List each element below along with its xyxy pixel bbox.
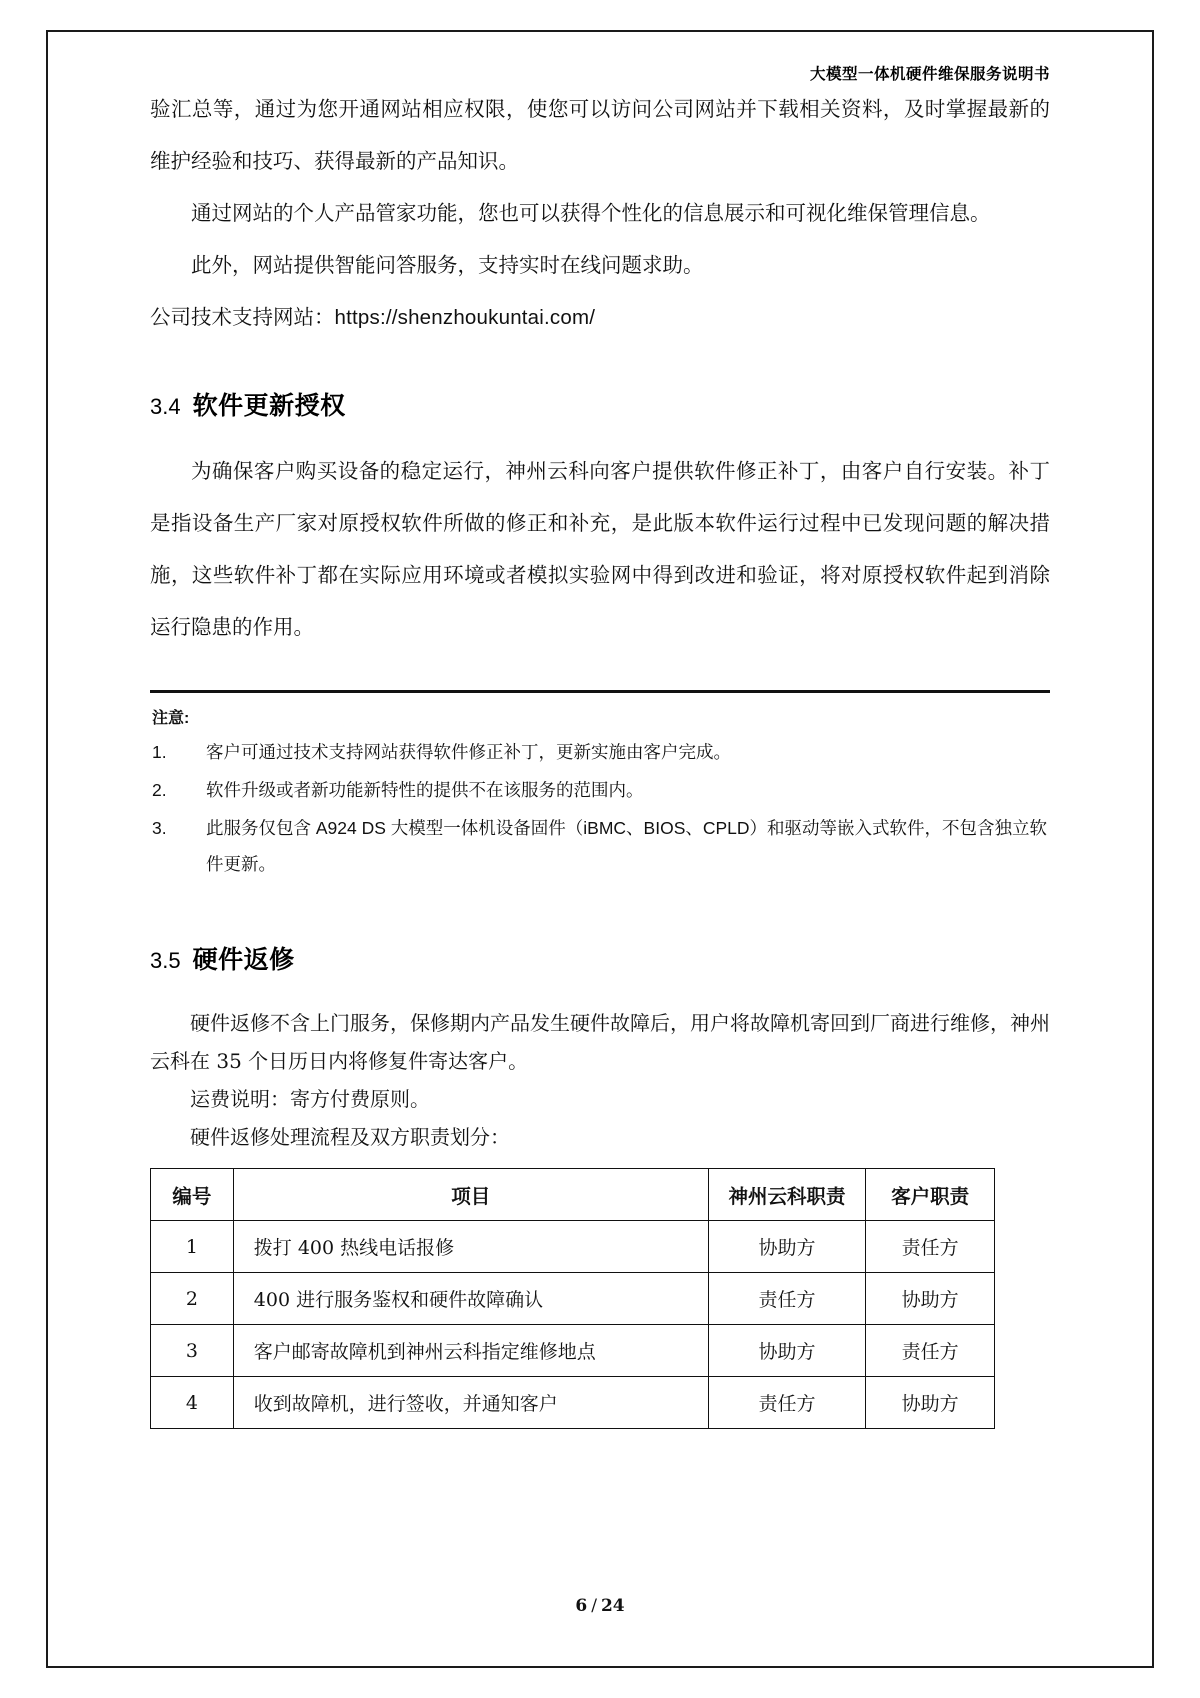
section-title-3-5: 硬件返修	[192, 946, 295, 974]
table-cell-sz-duty: 协助方	[708, 1325, 865, 1377]
table-cell-no: 1	[151, 1221, 234, 1273]
list-marker: 2.	[152, 780, 167, 800]
section-number-3-4: 3.4	[150, 394, 181, 419]
total-page-count: 24	[600, 1596, 625, 1616]
document-header-title: 大模型一体机硬件维保服务说明书	[809, 64, 1050, 83]
table-header-cell: 编号	[151, 1169, 234, 1221]
list-marker: 3.	[152, 818, 167, 838]
list-item	[150, 772, 1050, 808]
table-header-cell: 客户职责	[866, 1169, 995, 1221]
table-cell-sz-duty: 责任方	[708, 1273, 865, 1325]
section-heading-3-4	[150, 386, 1050, 422]
list-item-text: 软件升级或者新功能新特性的提供不在该服务的范围内。	[206, 780, 644, 800]
table-cell-item: 收到故障机，进行签收，并通知客户	[233, 1377, 708, 1429]
section-3-5-body	[150, 1004, 1050, 1156]
note-title: 注意:	[152, 710, 190, 727]
list-item-text: 客户可通过技术支持网站获得软件修正补丁，更新实施由客户完成。	[206, 742, 731, 762]
note-list	[150, 734, 1050, 882]
support-website-url[interactable]: https://shenzhoukuntai.com/	[334, 306, 596, 329]
section-3-5-paragraph-2: 运费说明：寄方付费原则。	[190, 1087, 430, 1111]
intro-paragraph-3: 此外，网站提供智能问答服务，支持实时在线问题求助。	[191, 254, 704, 277]
list-item	[150, 810, 1050, 882]
list-item-text: 此服务仅包含 A924 DS 大模型一体机设备固件（iBMC、BIOS、CPLD）和驱动等嵌入式软件，不包含独立软件更新。	[206, 818, 1048, 874]
table-row	[151, 1377, 995, 1429]
table-cell-no: 2	[151, 1273, 234, 1325]
table-cell-item: 客户邮寄故障机到神州云科指定维修地点	[233, 1325, 708, 1377]
table-header-cell: 项目	[233, 1169, 708, 1221]
table-cell-no: 4	[151, 1377, 234, 1429]
table-cell-sz-duty: 协助方	[708, 1221, 865, 1273]
intro-paragraph-2: 通过网站的个人产品管家功能，您也可以获得个性化的信息展示和可视化维保管理信息。	[191, 202, 991, 225]
section-3-5-paragraph-3: 硬件返修处理流程及双方职责划分：	[190, 1125, 510, 1149]
list-marker: 1.	[152, 742, 167, 762]
current-page-number: 6	[575, 1596, 588, 1616]
table-cell-customer-duty: 责任方	[866, 1325, 995, 1377]
table-cell-sz-duty: 责任方	[708, 1377, 865, 1429]
responsibility-table	[150, 1168, 995, 1429]
note-box	[150, 690, 1050, 882]
section-number-3-5: 3.5	[150, 948, 181, 973]
table-row	[151, 1221, 995, 1273]
table-cell-item: 400 进行服务鉴权和硬件故障确认	[233, 1273, 708, 1325]
page-footer	[0, 1596, 1200, 1616]
support-website-label: 公司技术支持网站：	[150, 306, 335, 329]
section-title-3-4: 软件更新授权	[192, 392, 346, 420]
table-cell-item: 拨打 400 热线电话报修	[233, 1221, 708, 1273]
support-website-line	[150, 292, 1050, 344]
table-cell-customer-duty: 协助方	[866, 1377, 995, 1429]
table-cell-customer-duty: 协助方	[866, 1273, 995, 1325]
table-row	[151, 1325, 995, 1377]
table-header-cell: 神州云科职责	[708, 1169, 865, 1221]
page-content	[150, 62, 1050, 1429]
section-3-4-paragraph: 为确保客户购买设备的稳定运行，神州云科向客户提供软件修正补丁，由客户自行安装。补丁是指设备生产厂家对原授权软件所做的修正和补充，是此版本软件运行过程中已发现问题的解决措施，这些软件补丁都在实际应用环境或者模拟实验网中得到改进和验证，将对原授权软件起到消除运行隐患的作用。	[150, 460, 1050, 639]
intro-paragraph-1: 验汇总等，通过为您开通网站相应权限，使您可以访问公司网站并下载相关资料，及时掌握最新的维护经验和技巧、获得最新的产品知识。	[150, 98, 1050, 173]
table-cell-no: 3	[151, 1325, 234, 1377]
table-cell-customer-duty: 责任方	[866, 1221, 995, 1273]
table-row	[151, 1273, 995, 1325]
table-header-row	[151, 1169, 995, 1221]
page-separator: /	[591, 1596, 597, 1616]
section-heading-3-5	[150, 940, 1050, 976]
section-3-5-paragraph-1: 硬件返修不含上门服务，保修期内产品发生硬件故障后，用户将故障机寄回到厂商进行维修，神州云科在 35 个日历日内将修复件寄达客户。	[150, 1011, 1050, 1073]
list-item	[150, 734, 1050, 770]
